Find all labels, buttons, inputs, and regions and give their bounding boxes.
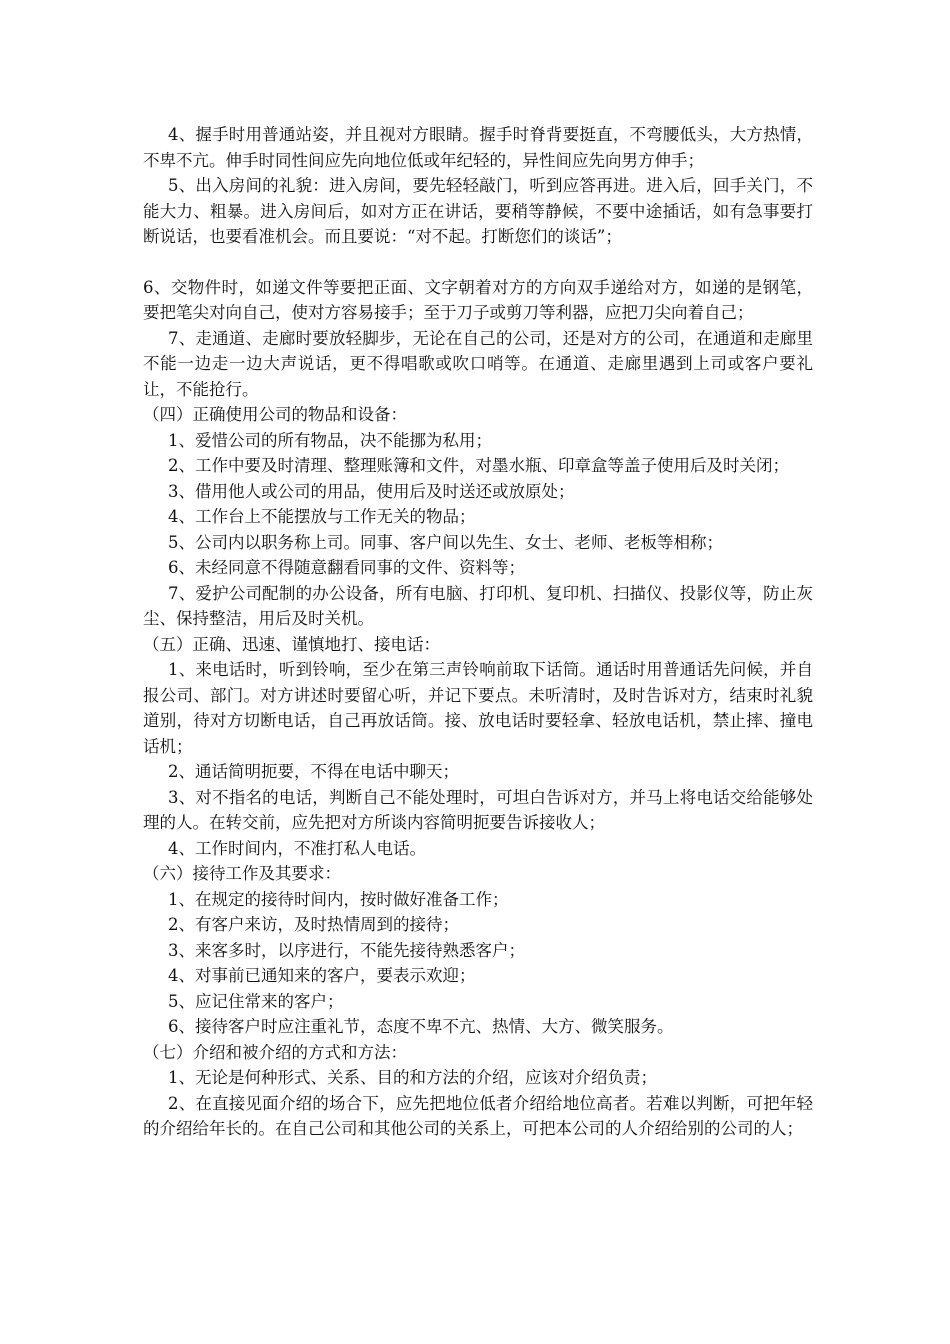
paragraph-spacer [143, 250, 813, 275]
list-item: 3、对不指名的电话，判断自己不能处理时，可坦白告诉对方，并马上将电话交给能够处理的人。在转交前，应先把对方所谈内容简明扼要告诉接收人； [143, 787, 813, 832]
section-heading-6: （六）接待工作及其要求： [143, 864, 341, 883]
list-item: 6、未经同意不得随意翻看同事的文件、资料等； [168, 558, 525, 577]
list-item: 3、来客多时，以序进行，不能先接待熟悉客户； [168, 940, 525, 960]
section-heading-7: （七）介绍和被介绍的方式和方法： [143, 1042, 407, 1062]
list-item: 2、在直接见面介绍的场合下，应先把地位低者介绍给地位高者。若难以判断，可把年轻的介绍给年长的。在自己公司和其他公司的关系上，可把本公司的人介绍给别的公司的人； [143, 1093, 813, 1138]
list-item: 5、应记住常来的客户； [168, 991, 344, 1011]
list-item: 4、工作时间内，不准打私人电话。 [168, 838, 426, 858]
list-item: 2、工作中要及时清理、整理账簿和文件，对墨水瓶、印章盒等盖子使用后及时关闭； [168, 456, 789, 475]
paragraph-item-5-entering-room: 5、出入房间的礼貌：进入房间，要先轻轻敲门，听到应答再进。进入后，回手关门，不能大力、粗暴。进入房间后，如对方正在讲话，要稍等静候，不要中途插话，如有急事要打断说话，也要看准机会。而且要说：“对不起。打断您们的谈话”； [143, 176, 813, 246]
list-item: 6、接待客户时应注重礼节，态度不卑不亢、热情、大方、微笑服务。 [168, 1017, 674, 1036]
list-item: 1、爱惜公司的所有物品，决不能挪为私用； [168, 430, 492, 450]
list-item: 4、对事前已通知来的客户，要表示欢迎； [168, 966, 476, 985]
paragraph-item-7-corridors: 7、走通道、走廊时要放轻脚步，无论在自己的公司，还是对方的公司，在通道和走廊里不能一边走一边大声说话，更不得唱歌或吹口哨等。在通道、走廊里遇到上司或客户要礼让，不能抢行。 [143, 328, 813, 399]
list-item: 1、无论是何种形式、关系、目的和方法的介绍，应该对介绍负责； [168, 1068, 657, 1087]
list-item: 1、来电话时，听到铃响，至少在第三声铃响前取下话筒。通话时用普通话先问候，并自报公司、部门。对方讲述时要留心听，并记下要点。未听清时，及时告诉对方，结束时礼貌道别，待对方切断电话，自己再放话筒。接、放电话时要轻拿、轻放电话机，禁止摔、撞电话机； [143, 660, 813, 756]
list-item: 5、公司内以职务称上司。同事、客户间以先生、女士、老师、老板等相称； [168, 532, 723, 552]
list-item: 4、工作台上不能摆放与工作无关的物品； [168, 507, 476, 526]
section-heading-4: （四）正确使用公司的物品和设备： [143, 405, 407, 424]
section-heading-5: （五）正确、迅速、谨慎地打、接电话： [143, 634, 440, 654]
list-item: 3、借用他人或公司的用品，使用后及时送还或放原处； [168, 481, 575, 501]
paragraph-item-6-handing-objects: 6、交物件时，如递文件等要把正面、文字朝着对方的方向双手递给对方，如递的是钢笔，要把笔尖对向自己，使对方容易接手；至于刀子或剪刀等利器，应把刀尖向着自己； [143, 277, 813, 322]
list-item: 2、通话简明扼要，不得在电话中聊天； [168, 762, 459, 781]
list-item: 2、有客户来访，及时热情周到的接待； [168, 915, 459, 934]
paragraph-item-4-handshake: 4、握手时用普通站姿，并且视对方眼睛。握手时脊背要挺直，不弯腰低头，大方热情，不卑不亢。伸手时同性间应先向地位低或年纪轻的，异性间应先向男方伸手； [143, 125, 813, 170]
list-item: 1、在规定的接待时间内，按时做好准备工作； [168, 889, 509, 909]
document-body [143, 122, 813, 1142]
list-item: 7、爱护公司配制的办公设备，所有电脑、打印机、复印机、扫描仪、投影仪等，防止灰尘、保持整洁，用后及时关机。 [143, 583, 813, 628]
